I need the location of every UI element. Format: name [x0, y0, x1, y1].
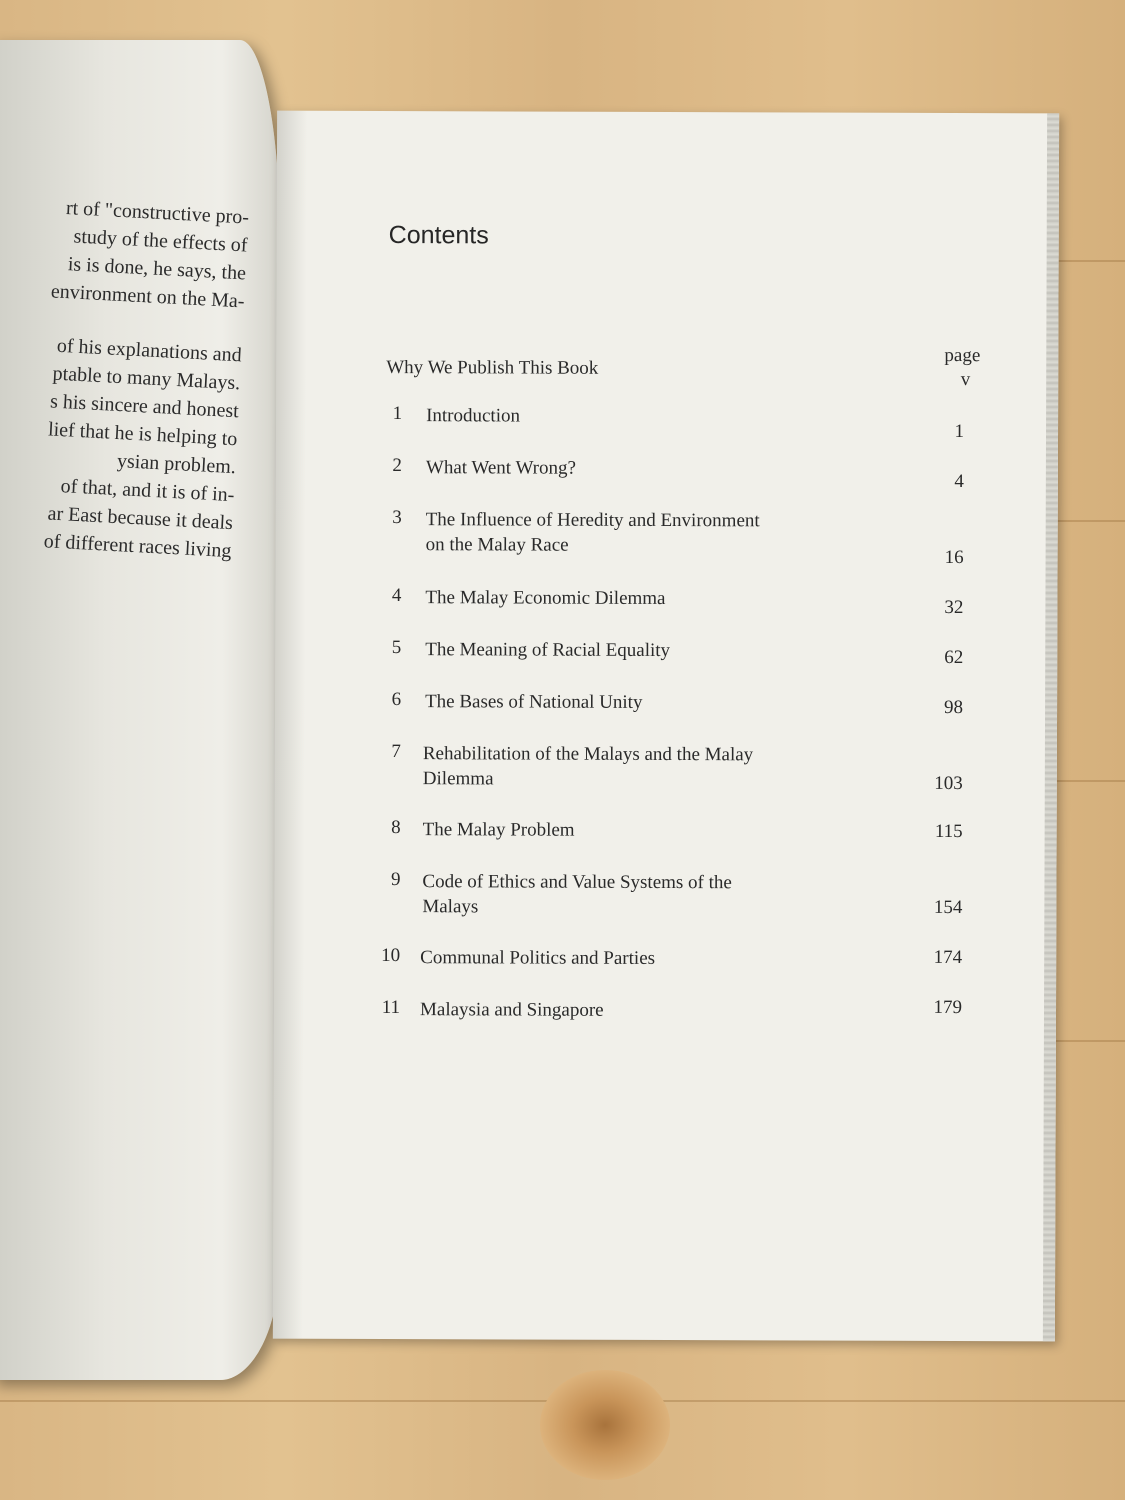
toc-entry-title: The Bases of National Unity	[425, 691, 643, 713]
left-line: rt of "constructive pro-	[65, 197, 250, 229]
toc-entry-title: The Malay Problem	[422, 819, 575, 841]
toc-entry-number: 11	[381, 997, 401, 1019]
toc-entry[interactable]	[275, 637, 1057, 669]
toc-entry-page: 115	[934, 820, 963, 843]
toc-entry-number: 1	[392, 403, 403, 425]
toc-entry[interactable]	[274, 996, 1056, 1021]
toc-entry-number: 4	[391, 585, 402, 607]
toc-entry-number: 2	[392, 455, 402, 477]
table-of-contents	[273, 111, 1059, 1342]
toc-entry[interactable]	[274, 945, 1056, 969]
toc-entry-number: 3	[392, 507, 402, 529]
wood-knot	[540, 1370, 670, 1480]
toc-entry-title: Introduction	[426, 405, 521, 427]
toc-entry-page: 4	[954, 471, 964, 493]
toc-entry-page: 1	[954, 421, 965, 443]
toc-entry-title-line2: Dilemma	[422, 768, 494, 790]
left-page-text	[0, 190, 250, 565]
left-line: of that, and it is of in-	[60, 475, 235, 507]
left-line: ptable to many Malays.	[52, 362, 241, 395]
toc-entry-number: 6	[391, 689, 402, 711]
toc-entry[interactable]	[275, 817, 1057, 843]
left-line: ysian problem.	[116, 450, 237, 479]
left-line: s his sincere and honest	[49, 390, 240, 423]
toc-entry-number: 9	[390, 869, 401, 891]
toc-entry[interactable]	[276, 455, 1058, 493]
toc-entry-number: 5	[391, 637, 402, 659]
toc-entry[interactable]	[275, 741, 1057, 795]
toc-entry-number: 8	[391, 817, 401, 839]
toc-entry-title: What Went Wrong?	[425, 457, 576, 479]
left-line: is is done, he says, the	[67, 253, 247, 285]
left-line: environment on the Ma-	[50, 280, 246, 313]
toc-entry-number: 10	[381, 945, 401, 967]
toc-entry-page: 16	[944, 546, 964, 569]
left-line: lief that he is helping to	[47, 418, 238, 451]
toc-entry-title: Why We Publish This Book	[386, 357, 599, 379]
left-line: of different races living	[43, 530, 233, 563]
toc-entry-title: Malaysia and Singapore	[419, 999, 604, 1021]
toc-entry-title: Code of Ethics and Value Systems of the	[422, 871, 732, 894]
toc-entry-title: Communal Politics and Parties	[420, 947, 656, 969]
toc-entry[interactable]	[275, 585, 1057, 619]
toc-entry-page: 103	[934, 772, 963, 795]
toc-entry-page: 174	[933, 946, 963, 969]
contents-page	[273, 111, 1059, 1342]
left-line: ar East because it deals	[47, 502, 234, 535]
toc-entry[interactable]	[274, 869, 1056, 919]
toc-entry[interactable]	[275, 689, 1057, 719]
page-column-label: page	[944, 344, 981, 367]
toc-entry-title: The Malay Economic Dilemma	[425, 587, 666, 609]
left-page	[0, 40, 280, 1380]
left-line: of his explanations and	[56, 334, 243, 367]
toc-entry-page: v	[960, 369, 971, 391]
toc-entry-title-line2: on the Malay Race	[425, 534, 569, 556]
toc-entry-page: 32	[944, 596, 964, 619]
contents-title: Contents	[388, 221, 489, 250]
toc-entry-number: 7	[391, 741, 401, 763]
toc-entry-title: The Influence of Heredity and Environment	[425, 509, 760, 532]
toc-entry-page: 179	[933, 996, 963, 1019]
toc-entry-page: 154	[933, 896, 963, 919]
toc-entry-page: 98	[944, 696, 964, 719]
toc-entry[interactable]	[276, 403, 1058, 443]
toc-entry-page: 62	[944, 646, 964, 669]
left-line: study of the effects of	[73, 225, 249, 257]
toc-entry-title-line2: Malays	[422, 896, 479, 918]
toc-entry-title: The Meaning of Racial Equality	[425, 639, 671, 662]
toc-entry[interactable]	[276, 507, 1058, 569]
toc-entry-title: Rehabilitation of the Malays and the Malay	[422, 743, 754, 766]
